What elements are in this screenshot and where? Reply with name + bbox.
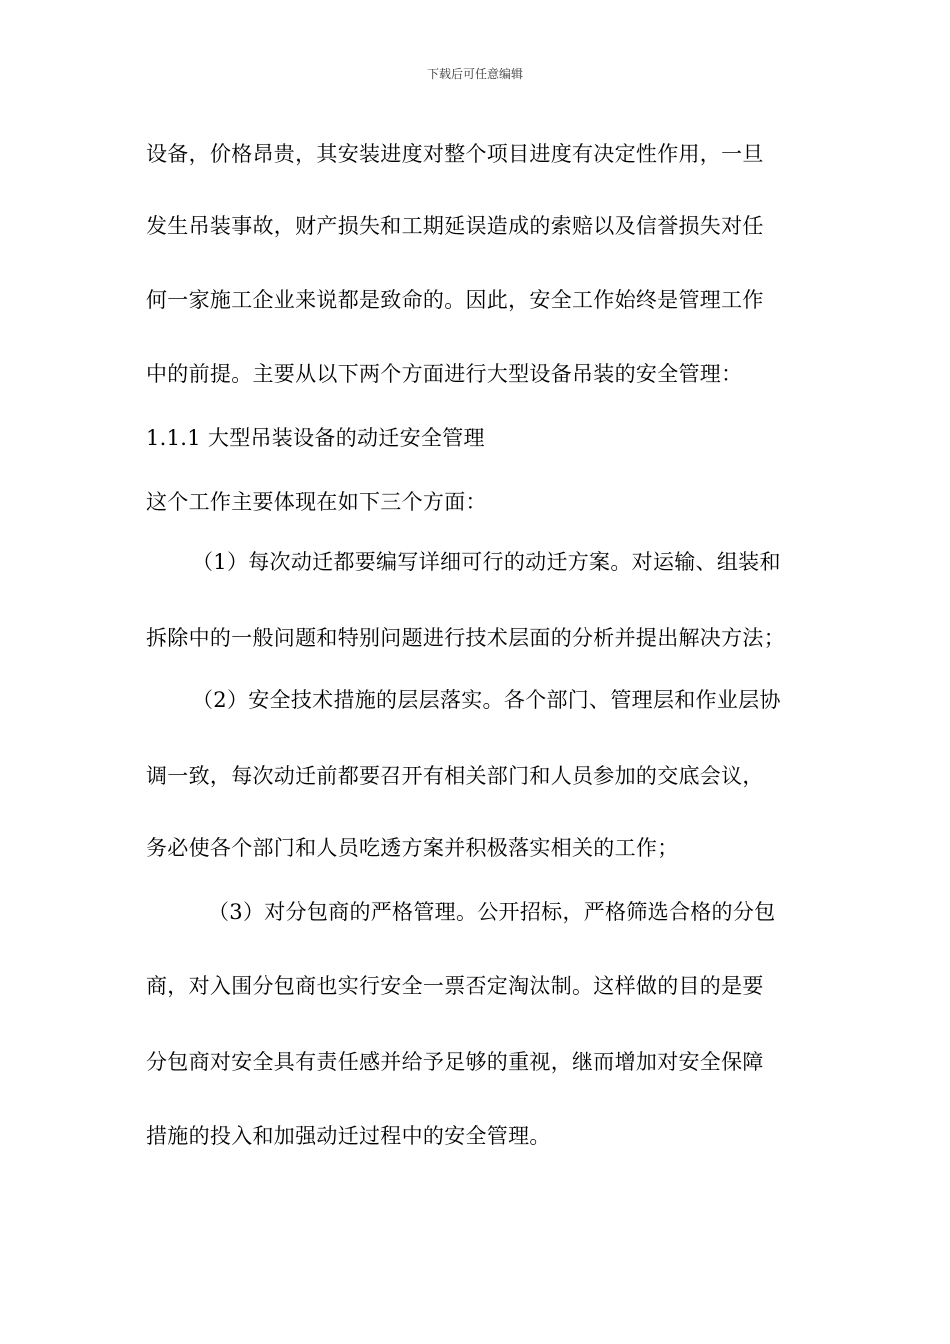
item3-line2: 商，对入围分包商也实行安全一票否定淘汰制。这样做的目的是要 <box>146 974 764 998</box>
para1-line2: 发生吊装事故，财产损失和工期延误造成的索赔以及信誉损失对任 <box>146 214 764 238</box>
item3-line4: 措施的投入和加强动迁过程中的安全管理。 <box>146 1124 551 1148</box>
para1-line3: 何一家施工企业来说都是致命的。因此，安全工作始终是管理工作 <box>146 288 764 312</box>
item1-line1: （1）每次动迁都要编写详细可行的动迁方案。对运输、组装和 <box>192 550 781 574</box>
para1-line1: 设备，价格昂贵，其安装进度对整个项目进度有决定性作用，一旦 <box>146 142 764 166</box>
item1-line2: 拆除中的一般问题和特别问题进行技术层面的分析并提出解决方法； <box>146 626 785 650</box>
item3-line1: （3）对分包商的严格管理。公开招标，严格筛选合格的分包 <box>208 900 776 924</box>
item2-line2: 调一致，每次动迁前都要召开有相关部门和人员参加的交底会议， <box>146 764 764 788</box>
section-heading: 1.1.1 大型吊装设备的动迁安全管理 <box>146 426 485 450</box>
item2-line3: 务必使各个部门和人员吃透方案并积极落实相关的工作； <box>146 836 679 860</box>
para1-line4: 中的前提。主要从以下两个方面进行大型设备吊装的安全管理： <box>146 362 743 386</box>
page-header: 下载后可任意编辑 <box>426 67 523 81</box>
intro-text: 这个工作主要体现在如下三个方面： <box>146 490 487 514</box>
item2-line1: （2）安全技术措施的层层落实。各个部门、管理层和作业层协 <box>192 688 781 712</box>
item3-line3: 分包商对安全具有责任感并给予足够的重视，继而增加对安全保障 <box>146 1050 764 1074</box>
